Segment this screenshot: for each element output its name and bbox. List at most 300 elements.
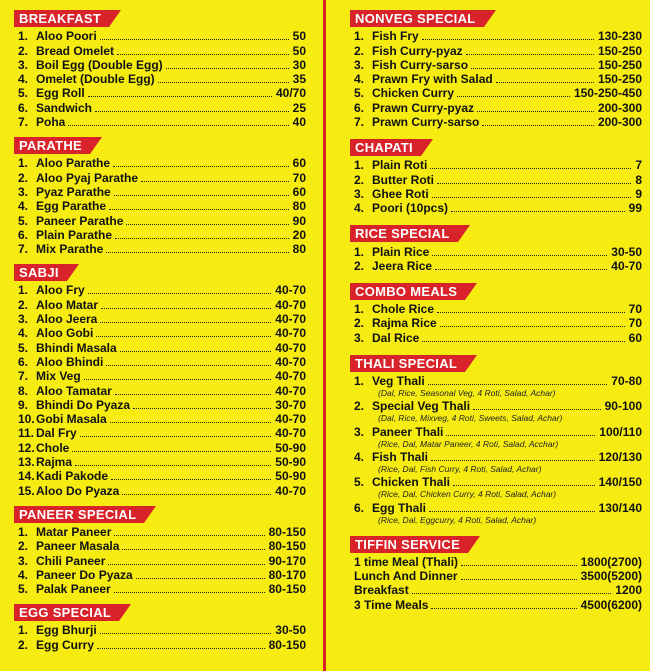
menu-item — [14, 100, 306, 114]
item-number: 1. — [18, 29, 29, 44]
dot-leader — [106, 365, 271, 366]
item-name: Egg Curry — [36, 637, 95, 652]
item-name: Egg Bhurji — [36, 623, 97, 638]
section-header — [14, 604, 306, 621]
dot-leader — [461, 579, 577, 580]
section-header — [14, 137, 306, 154]
dot-leader — [88, 293, 272, 294]
item-number: 6. — [18, 100, 29, 115]
item-price: 80-150 — [268, 582, 306, 597]
menu-item — [14, 623, 306, 637]
section-title: THALI SPECIAL — [350, 355, 465, 372]
item-name: Aloo Jeera — [36, 312, 98, 327]
menu-item — [350, 187, 642, 201]
item-number: 14. — [18, 469, 35, 484]
menu-section-breakfast — [14, 10, 306, 129]
item-price: 40-70 — [275, 383, 306, 398]
item-price: 40-70 — [275, 412, 306, 427]
item-name: Poori (10pcs) — [372, 201, 449, 216]
dot-leader — [106, 252, 288, 253]
item-name: Aloo Gobi — [36, 326, 94, 341]
item-price: 50-90 — [275, 469, 306, 484]
item-name: Omelet (Double Egg) — [36, 72, 155, 87]
item-name: Gobi Masala — [36, 412, 107, 427]
menu-item — [14, 412, 306, 426]
item-name: Egg Parathe — [36, 199, 107, 214]
menu-item — [350, 316, 642, 330]
item-name: Palak Paneer — [36, 582, 111, 597]
dot-leader — [437, 183, 631, 184]
dot-leader — [432, 255, 607, 256]
item-name: Fish Thali — [372, 449, 429, 464]
item-name: Aloo Parathe — [36, 156, 111, 171]
item-name: Paneer Masala — [36, 539, 120, 554]
item-number: 3. — [18, 312, 29, 327]
dot-leader — [412, 593, 612, 594]
dot-leader — [68, 125, 288, 126]
dot-leader — [133, 408, 271, 409]
dot-leader — [122, 549, 264, 550]
item-number: 3. — [354, 57, 365, 72]
dot-leader — [72, 451, 271, 452]
item-number: 6. — [354, 100, 365, 115]
item-description: (Rice, Dal, Chicken Curry, 4 Roti, Salad, Achar) — [378, 489, 557, 500]
item-description: (Dal, Rice, Mixveg, 4 Roti, Sweets, Salad, Achar) — [378, 413, 563, 424]
item-name: Aloo Poori — [36, 29, 97, 44]
dot-leader — [437, 312, 625, 313]
item-name: Plain Parathe — [36, 227, 113, 242]
item-price: 200-300 — [597, 100, 642, 115]
dot-leader — [96, 336, 271, 337]
menu-item — [350, 172, 642, 186]
item-price: 1800(2700) — [580, 554, 642, 569]
menu-column-left — [14, 10, 306, 660]
item-price: 30-50 — [275, 623, 306, 638]
item-name: Fish Curry-sarso — [372, 57, 469, 72]
item-name: Aloo Do Pyaza — [36, 483, 120, 498]
dot-leader — [496, 82, 594, 83]
item-name: Chicken Curry — [372, 86, 455, 101]
menu-item — [350, 43, 642, 57]
item-price: 3500(5200) — [580, 569, 642, 584]
menu-item — [350, 100, 642, 114]
dot-leader — [122, 494, 271, 495]
item-number: 7. — [18, 115, 29, 130]
item-number: 7. — [354, 115, 365, 130]
dot-leader — [114, 535, 264, 536]
item-price: 40-70 — [275, 369, 306, 384]
dot-leader — [422, 39, 594, 40]
item-price: 40-70 — [275, 297, 306, 312]
menu-section-combo-meals — [350, 283, 642, 345]
item-name: Breakfast — [354, 583, 409, 598]
item-number: 1. — [354, 158, 365, 173]
item-name: Aloo Bhindi — [36, 354, 104, 369]
menu-item — [350, 158, 642, 172]
item-number: 4. — [18, 199, 29, 214]
item-number: 5. — [354, 475, 365, 490]
item-number: 2. — [18, 637, 29, 652]
menu-item — [14, 170, 306, 184]
item-number: 3. — [354, 330, 365, 345]
menu-item — [350, 259, 642, 273]
menu-item — [350, 330, 642, 344]
menu-section-parathe — [14, 137, 306, 256]
section-header — [14, 10, 306, 27]
dot-leader — [446, 435, 595, 436]
item-price: 90 — [292, 213, 306, 228]
item-number: 10. — [18, 412, 35, 427]
item-price: 40-70 — [275, 340, 306, 355]
item-price: 80 — [292, 242, 306, 257]
item-name: Mix Veg — [36, 369, 81, 384]
section-title: COMBO MEALS — [350, 283, 465, 300]
item-number: 2. — [354, 316, 365, 331]
menu-item — [14, 228, 306, 242]
section-title: BREAKFAST — [14, 10, 109, 27]
section-header — [350, 355, 642, 372]
dot-leader — [471, 68, 594, 69]
item-name: Veg Thali — [372, 374, 425, 389]
item-description: (Rice, Dal, Matar Paneer, 4 Roti, Salad, Acchar) — [378, 438, 559, 449]
item-name: Matar Paneer — [36, 524, 112, 539]
dot-leader — [75, 465, 271, 466]
item-name: Ghee Roti — [372, 186, 429, 201]
item-price: 80-150 — [268, 637, 306, 652]
menu-item — [14, 326, 306, 340]
menu-section-paneer-special — [14, 506, 306, 596]
item-number: 4. — [354, 201, 365, 216]
dot-leader — [429, 511, 595, 512]
menu-item — [350, 244, 642, 258]
dot-leader — [141, 181, 289, 182]
item-price: 140/150 — [598, 475, 642, 490]
item-price: 8 — [635, 172, 642, 187]
dot-leader — [428, 384, 608, 385]
menu-column-right — [350, 10, 642, 622]
menu-item — [350, 115, 642, 129]
item-name: Paneer Do Pyaza — [36, 567, 133, 582]
dot-leader — [100, 633, 272, 634]
item-price: 40/70 — [275, 86, 306, 101]
item-price: 1200 — [615, 583, 642, 598]
item-name: Bhindi Masala — [36, 340, 117, 355]
menu-item — [14, 283, 306, 297]
dot-leader — [101, 308, 271, 309]
dot-leader — [451, 211, 625, 212]
item-price: 40 — [292, 115, 306, 130]
item-name: Kadi Pakode — [36, 469, 109, 484]
menu-item — [14, 553, 306, 567]
dot-leader — [453, 485, 595, 486]
dot-leader — [158, 82, 289, 83]
menu-item — [14, 398, 306, 412]
item-number: 5. — [18, 582, 29, 597]
menu-item — [350, 475, 642, 489]
menu-section-nonveg-special — [350, 10, 642, 129]
column-divider — [323, 0, 326, 671]
item-number: 1. — [18, 524, 29, 539]
item-number: 3. — [18, 553, 29, 568]
item-price: 9 — [635, 186, 642, 201]
item-number: 6. — [18, 354, 29, 369]
item-name: Fish Fry — [372, 29, 419, 44]
item-description: (Dal, Rice, Seasonal Veg, 4 Roti, Salad, Achar) — [378, 388, 556, 399]
menu-item — [14, 199, 306, 213]
menu-item — [14, 568, 306, 582]
item-price: 40-70 — [275, 326, 306, 341]
item-number: 8. — [18, 383, 29, 398]
menu-item — [14, 539, 306, 553]
item-number: 1. — [354, 302, 365, 317]
menu-item — [14, 185, 306, 199]
item-name: Prawn Curry-pyaz — [372, 100, 475, 115]
item-number: 4. — [18, 326, 29, 341]
dot-leader — [477, 111, 594, 112]
item-number: 2. — [354, 399, 365, 414]
item-name: Dal Fry — [36, 426, 77, 441]
item-price: 200-300 — [597, 115, 642, 130]
item-number: 4. — [18, 567, 29, 582]
menu-item — [14, 58, 306, 72]
item-number: 9. — [18, 397, 29, 412]
menu-item — [14, 72, 306, 86]
menu-item — [14, 115, 306, 129]
menu-section-sabji — [14, 264, 306, 497]
menu-item — [14, 86, 306, 100]
item-number: 7. — [18, 369, 29, 384]
section-title: PANEER SPECIAL — [14, 506, 144, 523]
item-name: Plain Roti — [372, 158, 428, 173]
item-price: 20 — [292, 227, 306, 242]
dot-leader — [430, 168, 631, 169]
item-name: Special Veg Thali — [372, 399, 471, 414]
dot-leader — [120, 351, 272, 352]
item-number: 3. — [354, 186, 365, 201]
dot-leader — [114, 195, 289, 196]
item-name: Poha — [36, 115, 66, 130]
menu-item — [14, 312, 306, 326]
menu-section-chapati — [350, 139, 642, 215]
section-title: EGG SPECIAL — [14, 604, 119, 621]
item-name: Rajma — [36, 455, 73, 470]
item-number: 3. — [354, 424, 365, 439]
item-price: 150-250-450 — [573, 86, 642, 101]
menu-item — [14, 525, 306, 539]
item-name: Dal Rice — [372, 330, 420, 345]
item-number: 1. — [18, 623, 29, 638]
item-number: 4. — [354, 72, 365, 87]
section-title: CHAPATI — [350, 139, 421, 156]
item-price: 120/130 — [598, 449, 642, 464]
dot-leader — [80, 436, 272, 437]
item-number: 1. — [354, 374, 365, 389]
dot-leader — [100, 39, 289, 40]
item-number: 4. — [354, 449, 365, 464]
section-header — [350, 283, 642, 300]
menu-item — [350, 555, 642, 569]
item-name: Chicken Thali — [372, 475, 451, 490]
item-price: 40-70 — [275, 354, 306, 369]
dot-leader — [136, 578, 265, 579]
section-title: PARATHE — [14, 137, 90, 154]
item-name: Aloo Matar — [36, 297, 99, 312]
menu-item — [350, 86, 642, 100]
item-price: 50-90 — [275, 455, 306, 470]
item-description: (Rice, Dal, Fish Curry, 4 Roti, Salad, Achar) — [378, 463, 542, 474]
item-price: 130/140 — [598, 500, 642, 515]
item-description: (Rice, Dal, Eggcurry, 4 Roti, Salad, Achar) — [378, 514, 537, 525]
item-number: 1. — [18, 283, 29, 298]
item-price: 50 — [292, 29, 306, 44]
section-title: NONVEG SPECIAL — [350, 10, 484, 27]
menu-item — [14, 156, 306, 170]
menu-item — [14, 242, 306, 256]
item-price: 80-170 — [268, 567, 306, 582]
item-name: Paneer Thali — [372, 424, 444, 439]
item-name: Boil Egg (Double Egg) — [36, 57, 163, 72]
item-number: 11. — [18, 426, 35, 441]
item-number: 6. — [354, 500, 365, 515]
dot-leader — [432, 197, 632, 198]
item-price: 4500(6200) — [580, 597, 642, 612]
item-price: 90-170 — [268, 553, 306, 568]
dot-leader — [108, 564, 264, 565]
item-name: Egg Thali — [372, 500, 426, 515]
menu-item — [14, 440, 306, 454]
menu-item — [14, 582, 306, 596]
item-name: Aloo Tamatar — [36, 383, 112, 398]
item-price: 100/110 — [599, 424, 642, 439]
menu-item — [14, 213, 306, 227]
item-price: 7 — [635, 158, 642, 173]
menu-item — [350, 399, 642, 413]
item-name: Sandwich — [36, 100, 93, 115]
menu-item — [350, 583, 642, 597]
item-number: 7. — [18, 242, 29, 257]
item-name: Chili Paneer — [36, 553, 106, 568]
item-number: 5. — [18, 213, 29, 228]
dot-leader — [117, 54, 289, 55]
dot-leader — [473, 409, 601, 410]
item-name: Fish Curry-pyaz — [372, 43, 463, 58]
dot-leader — [95, 111, 289, 112]
menu-item — [350, 569, 642, 583]
menu-item — [14, 483, 306, 497]
menu-item — [14, 455, 306, 469]
section-header — [14, 264, 306, 281]
item-number: 6. — [18, 227, 29, 242]
menu-item — [350, 374, 642, 388]
menu-item — [350, 424, 642, 438]
item-price: 35 — [292, 72, 306, 87]
item-price: 90-100 — [604, 399, 642, 414]
item-number: 5. — [18, 340, 29, 355]
item-price: 80 — [292, 199, 306, 214]
item-number: 1. — [354, 29, 365, 44]
item-number: 12. — [18, 440, 35, 455]
menu-section-rice-special — [350, 225, 642, 273]
item-price: 150-250 — [597, 72, 642, 87]
item-name: Mix Parathe — [36, 242, 104, 257]
item-name: Prawn Curry-sarso — [372, 115, 480, 130]
menu-item — [14, 469, 306, 483]
item-name: Lunch And Dinner — [354, 569, 458, 584]
item-number: 2. — [354, 172, 365, 187]
menu-section-egg-special — [14, 604, 306, 652]
item-price: 150-250 — [597, 57, 642, 72]
item-price: 60 — [628, 330, 642, 345]
menu-item — [350, 500, 642, 514]
dot-leader — [422, 341, 624, 342]
item-price: 70 — [628, 302, 642, 317]
menu-item — [14, 426, 306, 440]
dot-leader — [97, 648, 265, 649]
section-title: RICE SPECIAL — [350, 225, 458, 242]
menu-item — [14, 369, 306, 383]
item-price: 30-50 — [611, 244, 642, 259]
item-name: Jeera Rice — [372, 258, 433, 273]
item-price: 80-150 — [268, 539, 306, 554]
menu-item — [14, 383, 306, 397]
item-name: Aloo Pyaj Parathe — [36, 170, 139, 185]
item-name: Paneer Parathe — [36, 213, 124, 228]
menu-section-thali-special — [350, 355, 642, 526]
item-number: 2. — [18, 297, 29, 312]
item-price: 50 — [292, 43, 306, 58]
item-price: 150-250 — [597, 43, 642, 58]
menu-item — [350, 597, 642, 611]
dot-leader — [461, 565, 577, 566]
section-title: SABJI — [14, 264, 67, 281]
dot-leader — [115, 238, 289, 239]
item-price: 50-90 — [275, 440, 306, 455]
item-price: 40-70 — [275, 312, 306, 327]
dot-leader — [84, 379, 272, 380]
item-price: 40-70 — [275, 426, 306, 441]
item-name: Chole Rice — [372, 302, 435, 317]
dot-leader — [482, 125, 594, 126]
dot-leader — [435, 269, 607, 270]
dot-leader — [166, 68, 289, 69]
section-header — [350, 225, 642, 242]
item-price: 25 — [292, 100, 306, 115]
item-price: 99 — [628, 201, 642, 216]
dot-leader — [110, 422, 272, 423]
section-header — [14, 506, 306, 523]
item-name: Chole — [36, 440, 70, 455]
item-price: 70 — [628, 316, 642, 331]
dot-leader — [126, 224, 288, 225]
menu-item — [14, 637, 306, 651]
dot-leader — [114, 592, 265, 593]
item-number: 2. — [18, 170, 29, 185]
menu-item — [14, 355, 306, 369]
item-number: 15. — [18, 483, 35, 498]
dot-leader — [111, 479, 271, 480]
menu-item — [350, 29, 642, 43]
section-header — [350, 10, 642, 27]
menu-item — [14, 297, 306, 311]
item-price: 70-80 — [611, 374, 642, 389]
dot-leader — [440, 326, 625, 327]
menu-item — [350, 450, 642, 464]
item-price: 30-70 — [275, 397, 306, 412]
item-number: 2. — [18, 539, 29, 554]
section-header — [350, 536, 642, 553]
dot-leader — [431, 460, 595, 461]
section-header — [350, 139, 642, 156]
